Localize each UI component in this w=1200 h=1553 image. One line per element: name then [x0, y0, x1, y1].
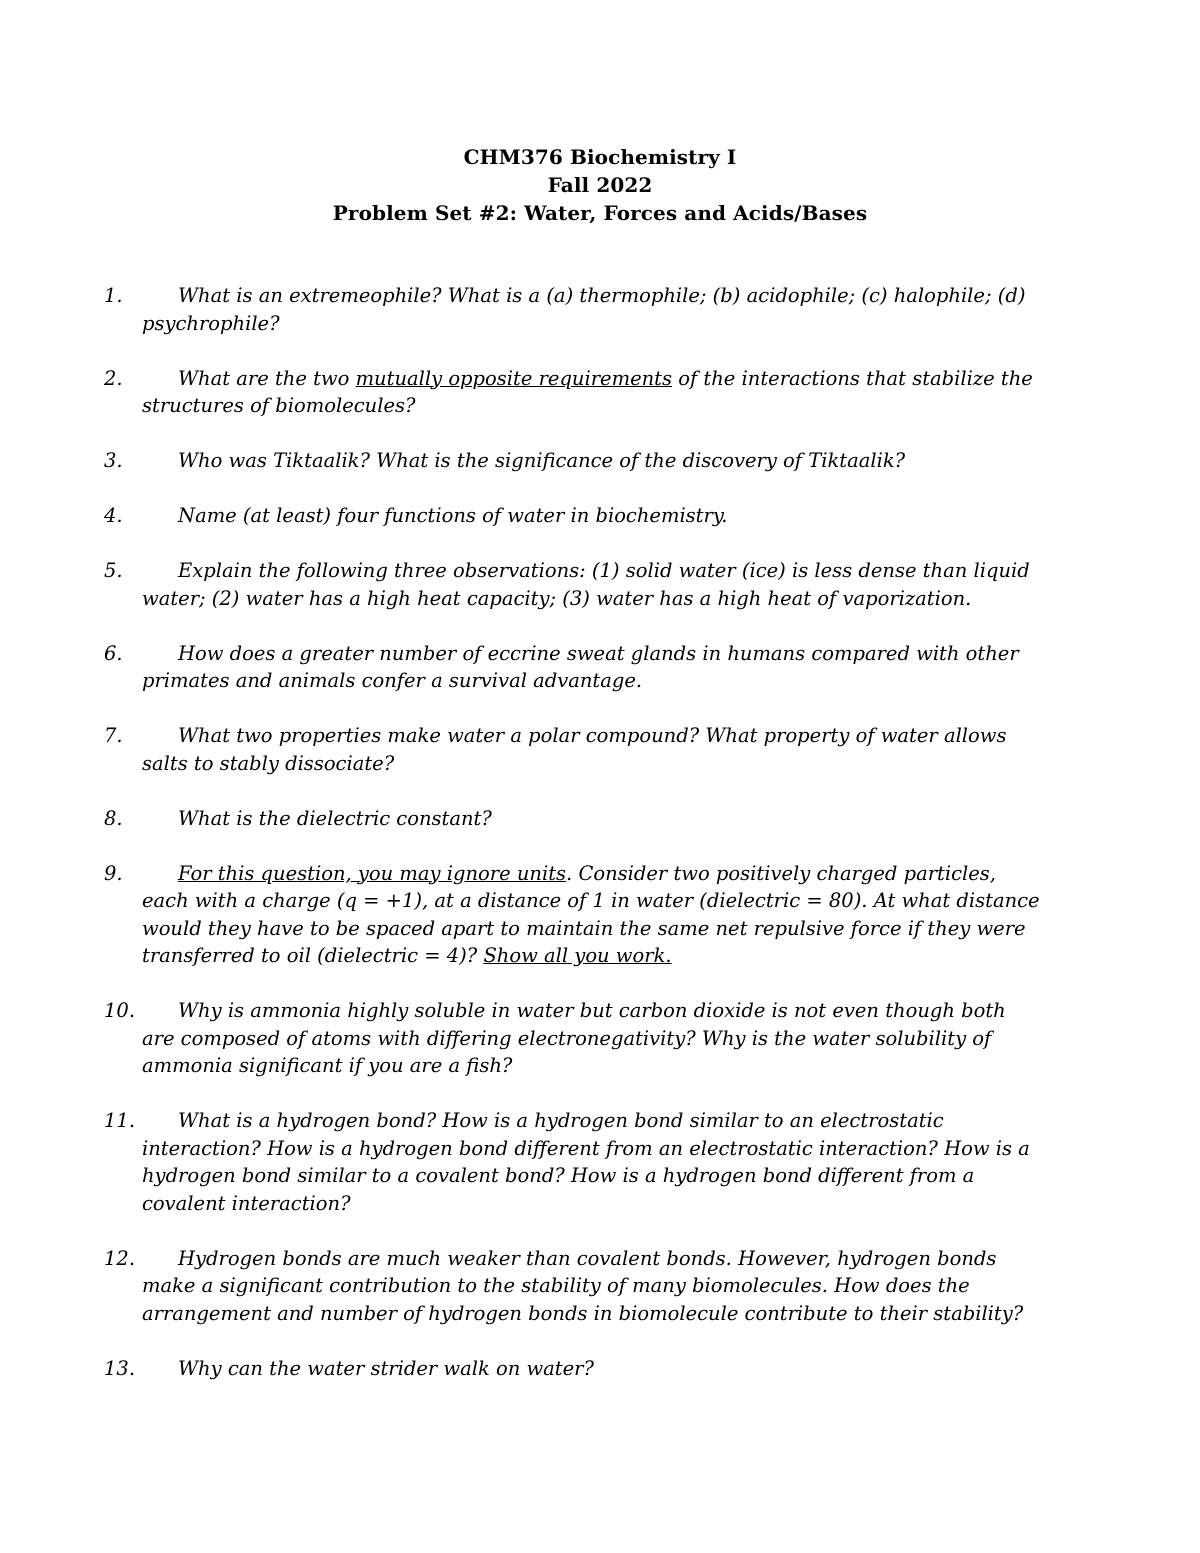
question-number: 2. [104, 366, 123, 390]
question-item [104, 365, 1044, 420]
underlined-phrase: mutually opposite requirements [355, 366, 673, 390]
question-text: Hydrogen bonds are much weaker than covalent bonds. However, hydrogen bonds make a significant contribution to the stability of many biomolecules. How does the arrangement and number of hydrogen bonds in biomolecule contribute to their stability? [142, 1246, 1024, 1325]
question-text: Name (at least) four functions of water in biochemistry. [178, 504, 728, 527]
term: Fall 2022 [547, 173, 653, 197]
question-number: 3. [104, 449, 123, 472]
question-item [104, 722, 1044, 777]
question-text: Why can the water strider walk on water? [178, 1356, 594, 1380]
underlined-phrase: Show all you work. [483, 944, 672, 967]
question-number: 9. [104, 861, 123, 885]
question-item [104, 557, 1044, 612]
problem-set-title: Problem Set #2: Water, Forces and Acids/Bases [332, 201, 868, 225]
question-number: 6. [104, 641, 123, 665]
document-header [0, 143, 1200, 227]
question-item [104, 805, 1044, 833]
question-item [104, 1245, 1044, 1328]
question-item [104, 282, 1044, 337]
question-item [104, 997, 1044, 1080]
question-text: What is an extremeophile? What is a (a) thermophile; (b) acidophile; (c) halophile; (d) psychrophile? [142, 284, 1026, 335]
question-number: 12. [104, 1246, 136, 1270]
question-number: 11. [104, 1109, 136, 1132]
question-number: 13. [104, 1356, 136, 1380]
question-item [104, 447, 1044, 475]
question-text: Who was Tiktaalik? What is the significance of the discovery of Tiktaalik? [178, 449, 906, 472]
question-number: 5. [104, 559, 123, 582]
course-title: CHM376 Biochemistry I [463, 145, 737, 169]
question-text: Explain the following three observations: (1) solid water (ice) is less dense than liquid water; (2) water has a high heat capacity; (3) water has a high heat of vaporization. [142, 559, 1030, 610]
question-number: 7. [104, 724, 123, 747]
question-item [104, 860, 1044, 970]
question-text: How does a greater number of eccrine sweat glands in humans compared with other primates and animals confer a survival advantage. [142, 641, 1019, 692]
question-list [104, 282, 1044, 1410]
question-number: 8. [104, 806, 123, 830]
question-text: For this question, you may ignore units. Consider two positively charged particles, each with a charge (q = +1), at a distance of 1 in water (dielectric = 80). At what distance would they have to be spaced apart to maintain the same net repulsive force if they were transferred to oil (dielectric = 4)? Show all you work. [142, 861, 1040, 967]
question-item [104, 502, 1044, 530]
question-item [104, 640, 1044, 695]
question-text: What is the dielectric constant? [178, 806, 492, 830]
underlined-phrase: For this question, you may ignore units [178, 861, 567, 885]
question-number: 10. [104, 999, 136, 1022]
question-text: Why is ammonia highly soluble in water but carbon dioxide is not even though both are composed of atoms with differing electronegativity? Why is the water solubility of ammonia significant if you are a fish? [142, 999, 1006, 1077]
question-number: 4. [104, 504, 123, 527]
question-number: 1. [104, 284, 123, 307]
question-text: What two properties make water a polar compound? What property of water allows salts to stably dissociate? [142, 724, 1007, 775]
question-text: What are the two mutually opposite requirements of the interactions that stabilize the structures of biomolecules? [142, 366, 1033, 417]
question-item [104, 1107, 1044, 1217]
question-item [104, 1355, 1044, 1383]
question-text: What is a hydrogen bond? How is a hydrogen bond similar to an electrostatic interaction? How is a hydrogen bond different from an electrostatic interaction? How is a hydrogen bond similar to a covalent bond? How is a hydrogen bond different from a covalent interaction? [142, 1109, 1030, 1215]
